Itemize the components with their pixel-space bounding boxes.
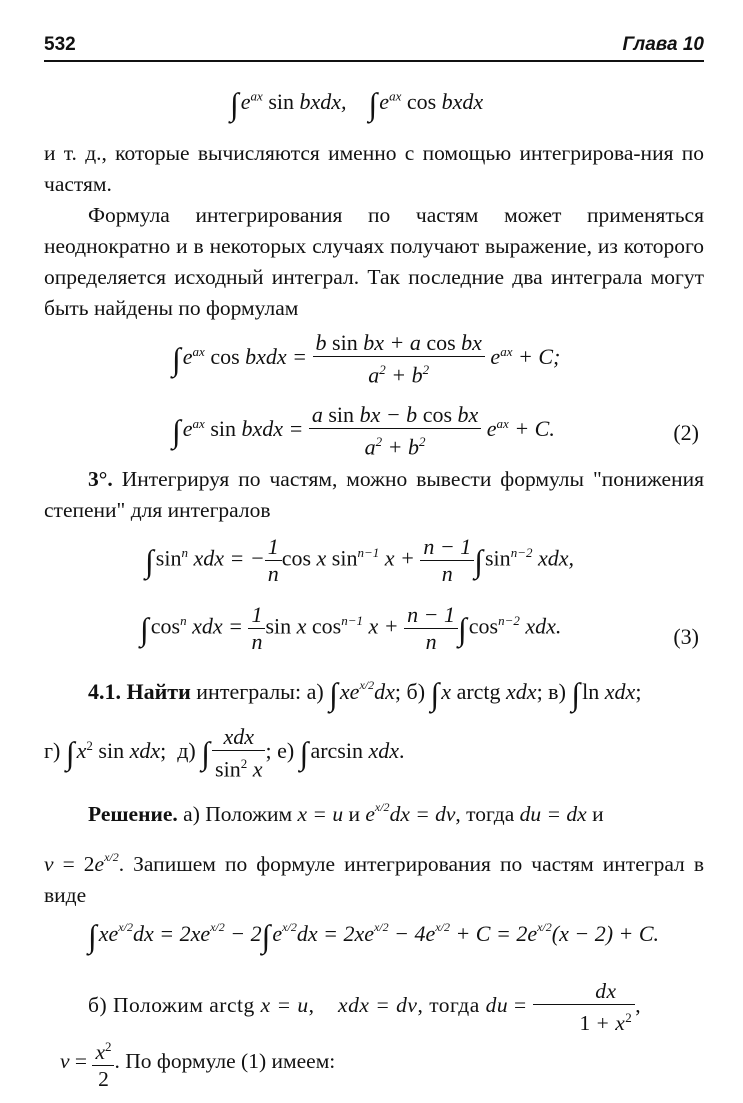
paragraph-3: [44, 464, 704, 526]
solution-b-text: б) Положим: [88, 993, 204, 1018]
exercise-text: интегралы:: [196, 679, 302, 704]
solution-line-2: $v = 2e^{x/2}$. Запишем по формуле интегрирования по частям интеграл в виде: [44, 850, 704, 907]
solution-text-1: а) Положим: [183, 802, 293, 826]
exercise-4-1: 4.1. Найти интегралы: а) $\int xe^{x/2}dx$; б) ∫x arctg xdx; в) ∫ln xdx;: [88, 676, 642, 712]
formula-cos-reduction: $\int\cos^n$ xdx = $\frac{1}{n}$ sin x $\cos^{n-1} x$ + $\frac{n - 1}{n}$ $\int\cos^{n-2}$ xdx.: [140, 602, 562, 654]
paragraph-1-continuation: и т. д., которые вычисляются именно с помощью интегрирова-ния по частям.: [44, 141, 704, 196]
exercise-keyword: Найти: [126, 679, 191, 704]
page-number: 532: [44, 34, 76, 55]
solution-line-1: Решение. а) Положим x = u и $e^{x/2}dx$ = dv, тогда du = dx и: [88, 800, 604, 826]
solution-b-line-2: v = $\frac{x^2}{2}$ . По формуле (1) имеем:: [60, 1034, 700, 1092]
solution-label: Решение.: [88, 802, 178, 826]
formula-exp-integrals: $\int e^{ax}$ sin bxdx, $\int e^{ax}$ cos bxdx: [230, 86, 484, 122]
exercise-4-1-cont: г) $\int x^2$ sin xdx; д) ∫ $\frac{\text{xdx}}{\sin^2 x}$ ; е) ∫arcsin xdx.: [44, 724, 405, 782]
exercise-number: 4.1.: [88, 679, 121, 704]
solution-b-text-2: тогда: [429, 993, 480, 1018]
formula-solution-a: $\int xe^{x/2}dx = 2xe^{x/2} - 2\int e^{x/2}dx = 2xe^{x/2} - 4e^{x/2} + C = 2e^{x/2}(x - 2) + C$.: [88, 918, 660, 954]
page-header: [44, 34, 704, 64]
solution-b-line-1: б) Положим arctg x = u, xdx = dv, тогда du = $\frac{dx}{1 + x^2}$ ,: [88, 979, 642, 1036]
solution-text-2: тогда: [466, 802, 515, 826]
solution-b-text-3: . По формуле (1) имеем:: [114, 1049, 336, 1074]
equation-number-2: (2): [673, 420, 699, 445]
formula-cos-integral: $\int e^{ax}$ cos bxdx = $\frac{\text{b sin bx + a cos bx}}{a^2 + b^2}$ $e^{ax} + C$;: [172, 330, 561, 388]
header-rule: [44, 60, 704, 62]
formula-sin-reduction: $\int\sin^n$ xdx = − $\frac{1}{n}$ cos x $\sin^{n-1} x$ + $\frac{n - 1}{n}$ $\int\sin^{n-2}$ xdx,: [145, 534, 574, 586]
chapter-title: Глава 10: [622, 34, 704, 55]
formula-sin-integral: $\int e^{ax}$ sin bxdx = $\frac{\text{a sin bx − b cos bx}}{a^2 + b^2}$ $e^{ax} + C$.: [172, 402, 555, 460]
solution-text-3: . Запишем по формуле интегрирования по частям интеграл в виде: [44, 852, 704, 907]
equation-number-3: (3): [673, 624, 699, 649]
paragraph-3-text: Интегрируя по частям, можно вывести формулы "понижения степени" для интегралов: [44, 467, 704, 522]
section-marker: 3°.: [88, 467, 113, 491]
paragraph-2: Формула интегрирования по частям может применяться неоднократно и в некоторых случаях получают выражение, из которого определяется исходный интеграл. Так последние два интеграла могут быть найдены по формулам: [44, 203, 704, 320]
